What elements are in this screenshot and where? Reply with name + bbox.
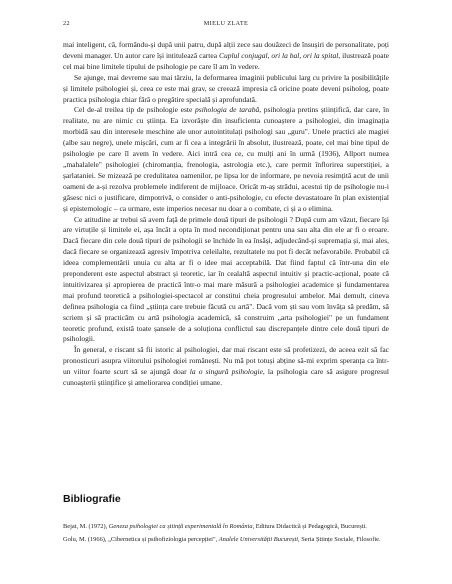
running-title: MIELU ZLATE [203,20,249,27]
italic-text-run: Analele Universității București [218,535,299,543]
text-run: , ilustrează poate cel mai bine limitele tipului de psihologie pe care îl am în vedere. [63,50,389,71]
page-number: 22 [63,20,70,27]
running-header [63,20,389,30]
text-run: , Seria Științe Sociale, Filosofie. [298,535,381,543]
text-run: mai inteligent, că, formându-și după unii patru, după alții zece sau douăzeci de însușiri de personalitate, poți deveni manager. Un autor care își intitulează cartea [63,40,389,60]
text-run: Ce atitudine ar trebui să avem față de primele două tipuri de psihologii ? După cum am văzut, fiecare își are virtuțile și limitele ei, așa încât a opta în mod necondiționat pentru una sau alta din ele ar fi o eroare. Dacă fiecare din cele două tipuri de psihologii se închide în ea însăși, adjudecând-și supremația și, mai ales, dacă fiecare se organizează agresiv împotriva celeilalte, rezultatele nu pot fi decât nefavorabile. Probabil că ideea complementării unuia cu alta ar fi o idee mai acceptabilă. Dat fiind faptul că într-una din ele preponderent este aspectul abstract și teoretic, iar în cealaltă aspectul intuitiv și practic-acțional, poate că intuitivizarea și apropierea de practică într-o mai mare măsură a psihologiei academice și fundamentarea mai profund teoretică a psihologiei-spectacol ar constitui cheia progresului ambelor. Mai demult, cineva definea psihologia ca fiind „știința care trebuie făcută cu artă". Dacă vom ști sau vom învăța să predăm, să scriem și să practicăm cu artă psihologia academică, să construim „arta psihologiei" pe un fundament teoretic profund, există toate șansele de a soluționa conflictul sau discrepanțele dintre cele două tipuri de psihologii. [63,214,389,344]
body-paragraph [63,105,389,214]
bibliography-heading: Bibliografie [63,493,121,505]
italic-text-run: psihologia de tarabă [195,105,260,115]
body-paragraph [63,73,389,106]
text-run: Se ajunge, mai devreme sau mai târziu, la deformarea imaginii publicului larg cu privire la posibilitățile și limitele psihologiei și, ceea ce este mai grav, se creează impresia că oricine poate deveni psiholog, poate practica psihologia chiar fără o pregătire specială și aprofundată. [63,72,389,104]
body-paragraph [63,215,389,346]
italic-text-run: Geneza psihologiei ca știință experimentală în România [108,523,253,530]
text-run: Bejat, M. (1972), [63,523,109,530]
text-run: Cel de-al treilea tip de psihologie este [74,105,196,115]
italic-text-run: Cuplul conjugal, ori la bal, ori la spital [218,50,339,60]
italic-text-run: la o singură psihologie [189,367,263,377]
body-paragraph [63,40,389,73]
reference-list [63,522,389,547]
reference-entry [63,535,389,545]
reference-entry [63,522,389,532]
text-run: , Editura Didactică și Pedagogică, București. [252,523,367,530]
text-run: Golu, M. (1966), „Cibernetica și psihofiziologia percepției", [63,535,219,543]
text-run: , psihologia pretins științifică, dar care, în realitate, nu are nimic cu știința. Ea izvorăște din insuficienta cunoaștere a psihologiei, din imaginația morbidă sau din interesele meschine ale unor autointitulați psihologi sau „guru". Unele practici ale magiei (albe sau negre), unele mișcări, cum ar fi cea a integrării în absolut, ilustrează, poate, cel mai bine tipul de psihologie pe care îl avem în vedere. Aici intră cea ce, cu mulți ani în urmă (1936), Allport numea „mahalalele" psihologiei (chiromanția, frenologia, astrologia etc.), care permit înflorirea superstiției, a șarlataniei. Se mizează pe credulitatea oamenilor, pe lipsa lor de informare, pe nevoia resimțită acut de unii oameni de a-și rezolva problemele indiferent de mijloace. Oricât m-aș strădui, acestui tip de psihologie nu-i găsesc nici o justificare, dimpotrivă, o consider o anti-psihologie, cu efecte devastatoare în plan existențial și epistemologic – ca urmare, este imperios necesar nu doar a o combate, ci și a o elimina. [63,105,389,213]
body-paragraph [63,345,389,389]
text-run: , la psihologia care să asigure progresul cunoașterii științifice și ameliorarea condiției umane. [63,367,389,388]
text-run: În general, e riscant să fii istoric al psihologiei, dar mai riscant este să profetizezi, de aceea ezit să fac pronosticuri asupra viitorului psihologiei românești. Nu mă pot totuși abține să-mi exprim speranța ca într-un viitor foarte scurt să se ajungă doar [63,345,389,377]
body-text [63,40,389,389]
